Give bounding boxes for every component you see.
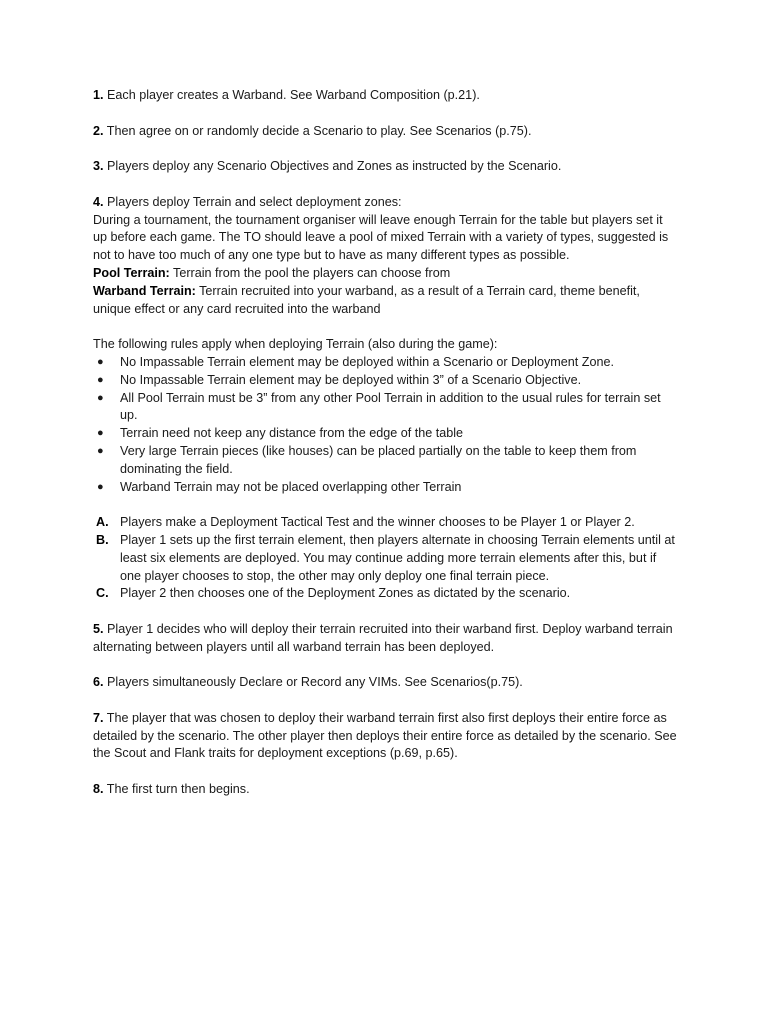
substep-letter: C. <box>96 586 109 601</box>
substep-text: Player 2 then chooses one of the Deployment Zones as dictated by the scenario. <box>120 586 571 601</box>
tournament-note: During a tournament, the tournament organiser will leave enough Terrain for the table but players set it up before each game. The TO should leave a pool of mixed Terrain with a variety of types, suggested is not to have too much of any one type but to have as many different types as possible. <box>93 212 669 263</box>
bullet-icon: ● <box>97 480 104 493</box>
warband-terrain-text: Terrain recruited into your warband, as a result of a Terrain card, theme benefit, unique effect or any card recruited into the warband <box>93 283 640 316</box>
substep-text: Players make a Deployment Tactical Test and the winner chooses to be Player 1 or Player 2. <box>120 515 635 530</box>
substep-a <box>93 514 678 532</box>
step-5 <box>93 621 678 657</box>
step-text: Players simultaneously Declare or Record any VIMs. See Scenarios(p.75). <box>103 675 523 690</box>
substep-b <box>93 532 678 585</box>
warband-terrain-definition <box>93 283 678 319</box>
step-6 <box>93 674 678 692</box>
step-text: Player 1 decides who will deploy their terrain recruited into their warband first. Deploy warband terrain alternating between players until all warband terrain has been deployed. <box>93 621 673 654</box>
step-text: The player that was chosen to deploy their warband terrain first also first deploys their entire force as detailed by the scenario. The other player then deploys their entire force as detailed by the scenario. See the Scout and Flank traits for deployment exceptions (p.69, p.65). <box>93 710 677 761</box>
step-text: Each player creates a Warband. See Warband Composition (p.21). <box>103 88 480 102</box>
step-number: 8. <box>93 782 104 797</box>
step-number: 4. <box>93 194 104 209</box>
step-8 <box>93 781 678 799</box>
bullet-icon: ● <box>97 373 104 386</box>
list-item: ● All Pool Terrain must be 3” from any other Pool Terrain in addition to the usual rules for terrain set up. <box>97 390 661 423</box>
substep-letter: A. <box>96 515 109 530</box>
step-number: 7. <box>93 710 104 725</box>
bullet-icon: ● <box>97 391 104 404</box>
step-3 <box>93 158 678 176</box>
pool-terrain-text: Terrain from the pool the players can choose from <box>169 265 451 280</box>
terrain-rules-list <box>93 354 678 496</box>
substep-c <box>93 585 678 603</box>
pool-terrain-definition <box>93 265 678 283</box>
list-item: ● No Impassable Terrain element may be deployed within a Scenario or Deployment Zone. <box>93 354 678 372</box>
bullet-icon: ● <box>97 427 104 440</box>
list-item: ● Warband Terrain may not be placed overlapping other Terrain <box>93 479 678 497</box>
step-number: 2. <box>93 123 104 138</box>
step-number: 5. <box>93 621 104 636</box>
step-text: Players deploy Terrain and select deployment zones: <box>103 194 402 209</box>
step-text: Then agree on or randomly decide a Scenario to play. See Scenarios (p.75). <box>103 123 532 138</box>
pool-terrain-label: Pool Terrain: <box>93 265 170 280</box>
deployment-substeps <box>93 514 678 603</box>
step-number: 3. <box>93 159 104 174</box>
list-item: ● Terrain need not keep any distance from the edge of the table <box>93 425 678 443</box>
bullet-icon: ● <box>97 444 104 457</box>
warband-terrain-label: Warband Terrain: <box>93 283 196 298</box>
bullet-icon: ● <box>97 355 104 368</box>
step-number: 6. <box>93 675 104 690</box>
step-text: Players deploy any Scenario Objectives and Zones as instructed by the Scenario. <box>103 159 562 174</box>
substep-text: Player 1 sets up the first terrain element, then players alternate in choosing Terrain elements until at least six elements are deployed. You may continue adding more terrain elements after this, but if one player chooses to stop, the other may only deploy one final terrain piece. <box>120 532 675 583</box>
step-7 <box>93 710 678 763</box>
list-item: ● No Impassable Terrain element may be deployed within 3” of a Scenario Objective. <box>93 372 678 390</box>
step-number: 1. <box>93 88 104 102</box>
step-2 <box>93 123 678 141</box>
substep-letter: B. <box>96 532 109 547</box>
step-4 <box>93 194 678 319</box>
step-1 <box>93 87 678 105</box>
document-page <box>93 87 678 799</box>
terrain-rules-intro: The following rules apply when deploying Terrain (also during the game): <box>93 337 498 352</box>
terrain-rules <box>93 336 678 496</box>
step-text: The first turn then begins. <box>103 782 250 797</box>
list-item: ● Very large Terrain pieces (like houses) can be placed partially on the table to keep them from dominating the field. <box>97 443 637 476</box>
